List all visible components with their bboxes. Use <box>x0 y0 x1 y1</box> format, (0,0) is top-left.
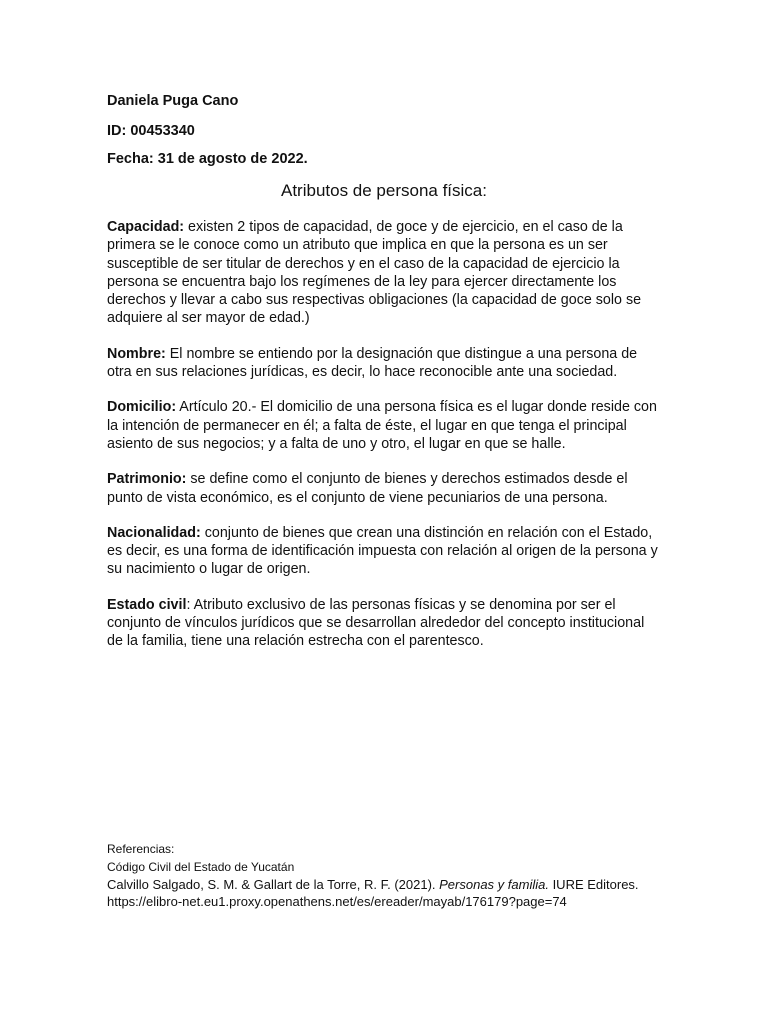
section-estado-civil <box>107 596 663 651</box>
citation-authors: Calvillo Salgado, S. M. & Gallart de la Torre, R. F. (2021). <box>107 877 440 892</box>
section-text: existen 2 tipos de capacidad, de goce y de ejercicio, en el caso de la primera se le conoce como un atributo que implica en que la persona es un ser susceptible de ser titular de derechos y en el caso de la capacidad de ejercicio la persona se encuentra bajo los regímenes de la ley para ejercer directamente los derechos y llevar a cabo sus respectivas obligaciones (la capacidad de goce solo se adquiere al ser mayor de edad.) <box>107 219 642 327</box>
document-body <box>107 218 663 668</box>
author-name: Daniela Puga Cano <box>107 93 239 109</box>
reference-citation <box>107 876 707 893</box>
citation-url[interactable]: https://elibro-net.eu1.proxy.openathens.net/es/ereader/mayab/176179?page=74 <box>107 894 567 909</box>
section-term: Estado civil <box>107 596 187 613</box>
section-term: Nacionalidad: <box>107 524 201 541</box>
section-text: Artículo 20.- El domicilio de una persona física es el lugar donde reside con la intención de permanecer en él; a falta de éste, el lugar en que tenga el principal asiento de sus negocios; y a falta de uno y otro, el lugar en que se halle. <box>107 399 657 452</box>
section-patrimonio <box>107 470 663 507</box>
citation-publisher: IURE Editores. <box>548 877 639 892</box>
section-text: se define como el conjunto de bienes y derechos estimados desde el punto de vista económico, es el conjunto de viene pecuniarios de una persona. <box>107 471 628 506</box>
section-text: conjunto de bienes que crean una distinción en relación con el Estado, es decir, es una forma de identificación impuesta con relación al origen de la persona y su nacimiento o lugar de origen. <box>107 524 658 578</box>
section-term: Capacidad: <box>107 219 185 235</box>
document-date: Fecha: 31 de agosto de 2022. <box>107 151 308 167</box>
section-term: Domicilio: <box>107 399 177 416</box>
section-term: Patrimonio: <box>107 471 187 488</box>
section-term: Nombre: <box>107 345 166 362</box>
references-heading: Referencias: <box>107 842 175 856</box>
section-nacionalidad <box>107 524 663 579</box>
document-title: Atributos de persona física: <box>280 181 487 200</box>
citation-title: Personas y familia. <box>439 877 549 892</box>
reference-code: Código Civil del Estado de Yucatán <box>107 859 295 874</box>
references <box>107 841 707 910</box>
section-text: : Atributo exclusivo de las personas físicas y se denomina por ser el conjunto de vínculos jurídicos que se desarrollan alrededor del concepto institucional de la familia, tiene una relación estrecha con el parentesco. <box>107 596 645 650</box>
student-id: ID: 00453340 <box>107 123 195 139</box>
section-nombre <box>107 345 663 382</box>
section-text: El nombre se entiendo por la designación que distingue a una persona de otra en sus relaciones jurídicas, es decir, lo hace reconocible ante una sociedad. <box>107 345 638 381</box>
section-domicilio <box>107 398 663 453</box>
section-capacidad <box>107 218 663 328</box>
